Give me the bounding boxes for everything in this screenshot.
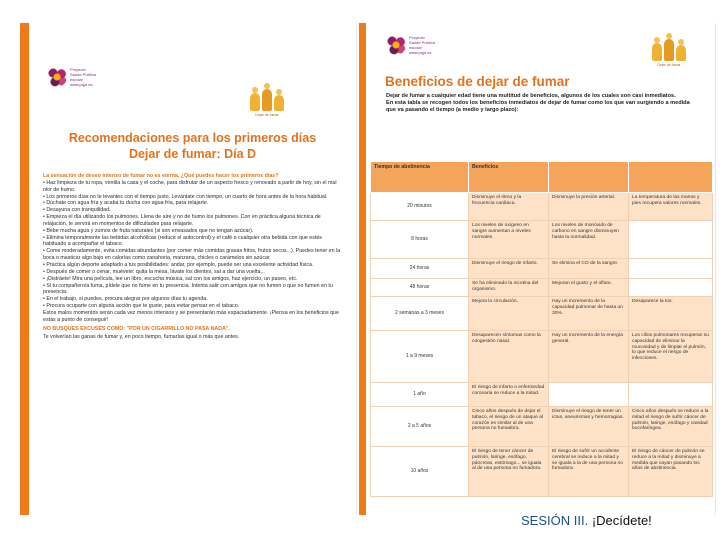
health-logo: Proyecto Saúde Pública escolar www.pqjd.es bbox=[47, 67, 96, 87]
table-row: 1 a 9 meses Desaparecen síntomas como la congestión nasal. Hay un incremento de la energía general. Los cilios pulmonares recuperan su capacidad de eliminar la mucosidad y de limpiar el pulmón, lo que reduce el riesgo de infecciones. bbox=[371, 331, 713, 383]
page-subtitle: Dejar de fumar: Día D bbox=[128, 147, 257, 161]
list-item: • Practica algún deporte adaptado a tus posibilidades: andar, por ejemplo, puede ser una excelente actividad física. bbox=[43, 261, 314, 268]
column-header: Beneficios bbox=[469, 162, 549, 193]
column-header bbox=[549, 162, 629, 193]
table-row: 48 horas Se ha eliminado la nicotina del organismo. Mejoran el gusto y el olfato. bbox=[371, 279, 713, 297]
list-item: • Los primeros días no te levantes con el tiempo justo. Levántate con tiempo, un cuarto de hora antes de la hora habitual. bbox=[43, 193, 328, 200]
health-logo: Proyecto Saúde Pública escolar www.pqjd.es bbox=[386, 35, 435, 55]
column-header: Tiempo de abstinencia bbox=[371, 162, 469, 193]
list-item: • Empieza el día utilizando los pulmones. Llena de aire y no de humo los pulmones. Con en práctica alguna técnica de relajación, te servirá en momentos de dificultades para relajarte. bbox=[43, 214, 321, 227]
page-title: Beneficios de dejar de fumar bbox=[385, 74, 570, 89]
table-row: 10 años El riesgo de tener cáncer de pulmón, laringe, esófago, páncreas, estómago... se iguala al de una persona no fumadora. El riesgo de sufrir un accidente cerebral se reduce a la mitad y se iguala a la de una persona no fumadora. El riesgo de cáncer de pulmón se reduce a la mitad y disminuye a medida que vayan pasando los años de abstinencia. bbox=[371, 447, 713, 497]
warning-text: NO BUSQUES EXCUSES COMO: "POR UN CIGARRILLO NO PASA NADA". bbox=[43, 325, 230, 332]
final-text: Te volverían las ganas de fumar y, en poco tiempo, fumarías igual o más que antes. bbox=[43, 334, 240, 341]
recommendations-document bbox=[20, 23, 357, 515]
closing-text: Estos malos momentos serán cada vez menos intensos y se presentarán más espaciadamente. ¡Piensa en los beneficios que estás a punto de conseguir! bbox=[43, 309, 339, 323]
list-item: • Procura ocuparte con alguna acción que te guste, para evitar pensar en el tabaco. bbox=[43, 303, 240, 310]
list-item: • En el trabajo, si puedes, procura alegrar por algunos días tu agenda. bbox=[43, 296, 208, 303]
benefits-table bbox=[370, 161, 713, 497]
list-item: • Dúchate con agua fría y acaba tu ducha con agua fría, para relajarte. bbox=[43, 200, 209, 207]
table-row: 2 a 5 años Cinco años después de dejar el tabaco, el riesgo de un ataque al corazón es similar al de una persona no fumadora. Disminuye el riesgo de tener un ictus, aneurismas y hemorragias. Cinco años después se reduce a la mitad el riesgo de sufrir cáncer de pulmón, laringe, esófago y cavidad bucofaríngea. bbox=[371, 407, 713, 447]
intro-question: La sensación de deseo intenso de fumar no es eterna. ¿Qué puedes hacer los primeros días? bbox=[43, 173, 279, 179]
table-row: 24 horas Disminuye el riesgo de infarto. Se elimina el CO de la sangre. bbox=[371, 259, 713, 279]
list-item: • Haz limpieza de tu ropa, ventila la casa y el coche, para disfrutar de un aspecto fresco y renovado a partir de hoy, sin el mal olor de humo. bbox=[43, 179, 337, 193]
intro-text: Dejar de fumar a cualquier edad tiene una multitud de beneficios, algunos de los cuales son casi inmediatos. En esta tabla se recogen todos los beneficios inmediatos de dejar de fumar como los que van surgiendo a medida que va pasando el tiempo (a medio y largo plazo): bbox=[386, 93, 690, 113]
table-header-row bbox=[371, 162, 713, 193]
table-row: 2 semanas a 3 meses Mejora la circulación. Hay un incremento de la capacidad pulmonar de hasta un 30%. Desaparece la tos. bbox=[371, 297, 713, 331]
list-item: • Después de comer o cenar, muévete: quita la mesa, lávate los dientes, sal a dar una vuelta... bbox=[43, 268, 265, 275]
table-row: 20 minutos Disminuye el ritmo y la frecuencia cardiaca. Disminuye la presión arterial. La temperatura de las manos y pies recupera valores normales. bbox=[371, 193, 713, 221]
recommendations-list bbox=[43, 173, 343, 341]
family-logo-icon: Dejar de fumar bbox=[649, 33, 689, 67]
benefits-document bbox=[359, 23, 716, 515]
session-slogan: ¡Decídete! bbox=[591, 513, 652, 528]
family-logo-icon: Dejar de fumar bbox=[247, 83, 287, 117]
column-header bbox=[629, 162, 713, 193]
list-item: • Come moderadamente, evita comidas abundantes (por comer más comidas grasas fritos, frutos secos...). Puedes tener en la boca o masticar algo bajo en calorías como zanahoria, manzana, chicles o caramelos sin azúcar. bbox=[43, 248, 341, 262]
page-title: Recomendaciones para los primeros días bbox=[68, 131, 317, 145]
list-item: • Desayuna con tranquilidad. bbox=[43, 207, 111, 214]
list-item: • Elimina temporalmente las bebidas alcohólicas (reduce el autocontrol) y el café o cualquier otra bebida con que estés habituado a acompañar el tabaco. bbox=[43, 234, 322, 248]
list-item: • Si tu compañero/a fuma, pídele que no fume en tu presencia. Intenta salir con amigos que no fumen o que no fumen en tu presencia. bbox=[43, 282, 333, 296]
flower-logo-icon bbox=[386, 35, 406, 55]
flower-logo-icon bbox=[47, 67, 67, 87]
list-item: • Bebe mucha agua y zumos de fruta naturales (si son envasados que no tengan azúcar). bbox=[43, 227, 254, 234]
session-caption bbox=[521, 513, 652, 528]
session-label: SESIÓN III. bbox=[521, 513, 589, 528]
list-item: • ¡Distráete! Mira una película, lee un libro, escucha música, sal con los amigos, haz ejercicio, un paseo, etc. bbox=[43, 275, 298, 282]
table-row: 1 año El riesgo de infarto o enfermedad coronaria se reduce a la mitad. bbox=[371, 383, 713, 407]
table-row: 8 horas Los niveles de oxígeno en sangre aumentan a niveles normales. Los niveles de monóxido de carbono en sangre disminuyen hasta la normalidad. bbox=[371, 221, 713, 259]
